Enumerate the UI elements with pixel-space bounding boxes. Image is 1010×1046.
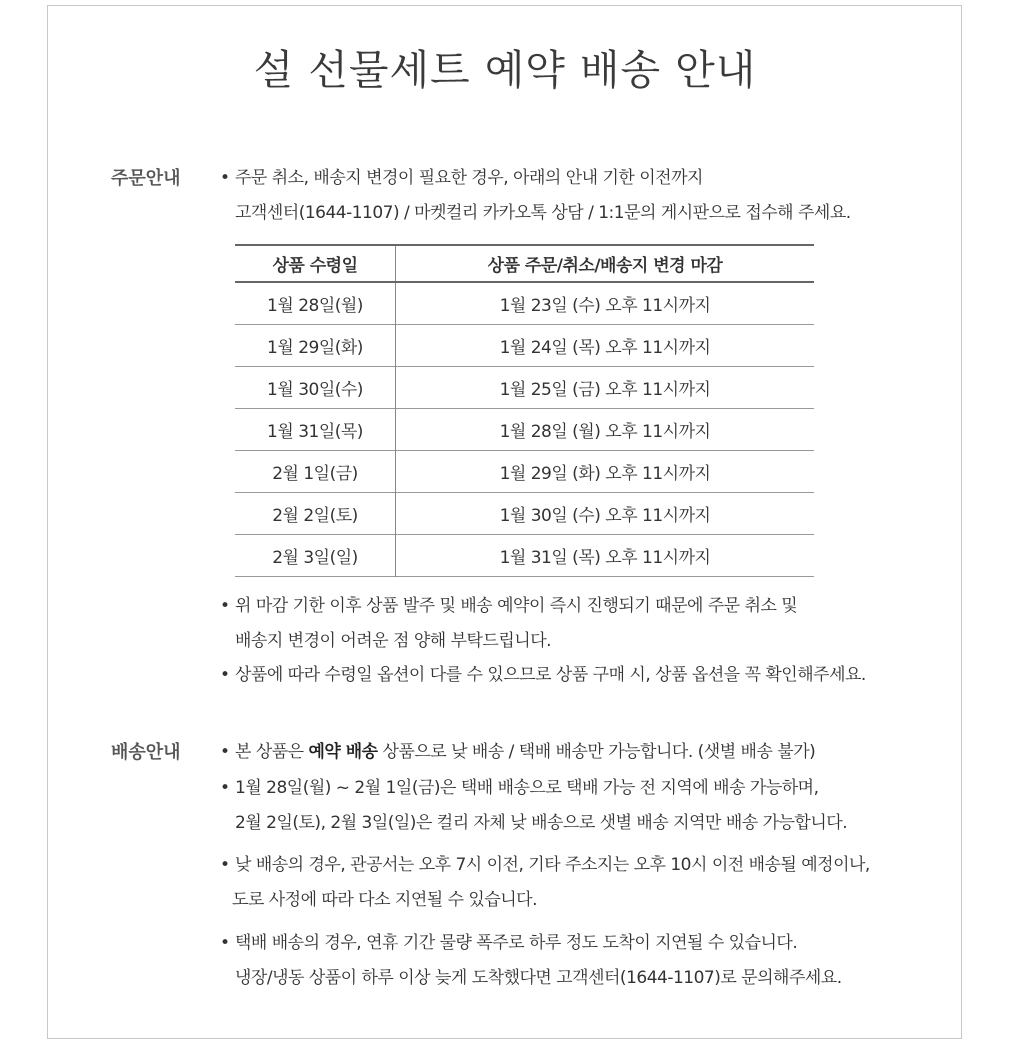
receive-date-cell: 2월 3일(일)	[235, 535, 396, 577]
bullet-dot: •	[220, 168, 230, 188]
deadline-cell: 1월 23일 (수) 오후 11시까지	[499, 296, 711, 316]
delivery-section-label: 배송안내	[111, 742, 181, 763]
delivery-item2-line2: 2월 2일(토), 2월 3일(일)은 컬리 자체 낮 배송으로 샛별 배송 지역만 배송 가능합니다.	[235, 813, 848, 833]
bullet-dot: •	[220, 933, 230, 953]
header-receive-date: 상품 수령일	[235, 245, 396, 282]
deadline-cell: 1월 30일 (수) 오후 11시까지	[499, 506, 711, 526]
table-header-row	[235, 245, 814, 282]
table-row	[235, 493, 814, 535]
deadline-cell: 1월 24일 (목) 오후 11시까지	[499, 338, 711, 358]
delivery-item3-line2: 도로 사정에 따라 다소 지연될 수 있습니다.	[232, 890, 538, 910]
bullet-dot: •	[220, 855, 230, 875]
delivery-item	[220, 926, 842, 996]
delivery-item	[220, 771, 847, 841]
delivery-item3-line1: 낮 배송의 경우, 관공서는 오후 7시 이전, 기타 주소지는 오후 10시 이전 배송될 예정이나,	[235, 855, 870, 875]
order-intro-line1: 주문 취소, 배송지 변경이 필요한 경우, 아래의 안내 기한 이전까지	[235, 168, 703, 188]
delivery-item1-post: 상품으로 낮 배송 / 택배 배송만 가능합니다. (샛별 배송 불가)	[377, 742, 816, 762]
order-note-item	[220, 658, 866, 693]
delivery-item2-line1: 1월 28일(월) ~ 2월 1일(금)은 택배 배송으로 택배 가능 전 지역에 배송 가능하며,	[235, 778, 819, 798]
order-note2-line1: 상품에 따라 수령일 옵션이 다를 수 있으므로 상품 구매 시, 상품 옵션을 꼭 확인해주세요.	[235, 665, 866, 685]
receive-date-cell: 1월 29일(화)	[235, 325, 396, 367]
bullet-dot: •	[220, 742, 230, 762]
order-note1-line2: 배송지 변경이 어려운 점 양해 부탁드립니다.	[235, 631, 552, 651]
order-note-item	[220, 589, 797, 659]
table-row	[235, 409, 814, 451]
receive-date-cell: 2월 1일(금)	[235, 451, 396, 493]
delivery-item1-pre: 본 상품은	[235, 742, 309, 762]
deadline-cell: 1월 31일 (목) 오후 11시까지	[499, 548, 711, 568]
table-row	[235, 367, 814, 409]
order-section-label: 주문안내	[111, 168, 181, 189]
delivery-item4-line1: 택배 배송의 경우, 연휴 기간 물량 폭주로 하루 정도 도착이 지연될 수 있습니다.	[235, 933, 798, 953]
delivery-item1-bold: 예약 배송	[308, 742, 378, 762]
header-deadline: 상품 주문/취소/배송지 변경 마감	[487, 256, 723, 276]
deadline-table	[235, 244, 814, 577]
page-title: 설 선물세트 예약 배송 안내	[253, 46, 757, 94]
delivery-item1-line	[235, 735, 815, 770]
table-row	[235, 325, 814, 367]
bullet-dot: •	[220, 778, 230, 798]
delivery-item	[220, 735, 815, 770]
deadline-cell: 1월 25일 (금) 오후 11시까지	[499, 380, 711, 400]
deadline-cell: 1월 29일 (화) 오후 11시까지	[499, 464, 711, 484]
order-note1-line1: 위 마감 기한 이후 상품 발주 및 배송 예약이 즉시 진행되기 때문에 주문 취소 및	[235, 596, 798, 616]
delivery-item	[220, 848, 870, 918]
receive-date-cell: 1월 31일(목)	[235, 409, 396, 451]
order-intro-item	[220, 161, 851, 231]
receive-date-cell: 1월 30일(수)	[235, 367, 396, 409]
bullet-dot: •	[220, 596, 230, 616]
table-row	[235, 451, 814, 493]
table-row	[235, 535, 814, 577]
delivery-item4-line2: 냉장/냉동 상품이 하루 이상 늦게 도착했다면 고객센터(1644-1107)로 문의해주세요.	[235, 968, 842, 988]
deadline-cell: 1월 28일 (월) 오후 11시까지	[499, 422, 711, 442]
order-intro-line2: 고객센터(1644-1107) / 마켓컬리 카카오톡 상담 / 1:1문의 게시판으로 접수해 주세요.	[235, 203, 851, 223]
table-row	[235, 282, 814, 325]
bullet-dot: •	[220, 665, 230, 685]
receive-date-cell: 1월 28일(월)	[235, 282, 396, 325]
receive-date-cell: 2월 2일(토)	[235, 493, 396, 535]
